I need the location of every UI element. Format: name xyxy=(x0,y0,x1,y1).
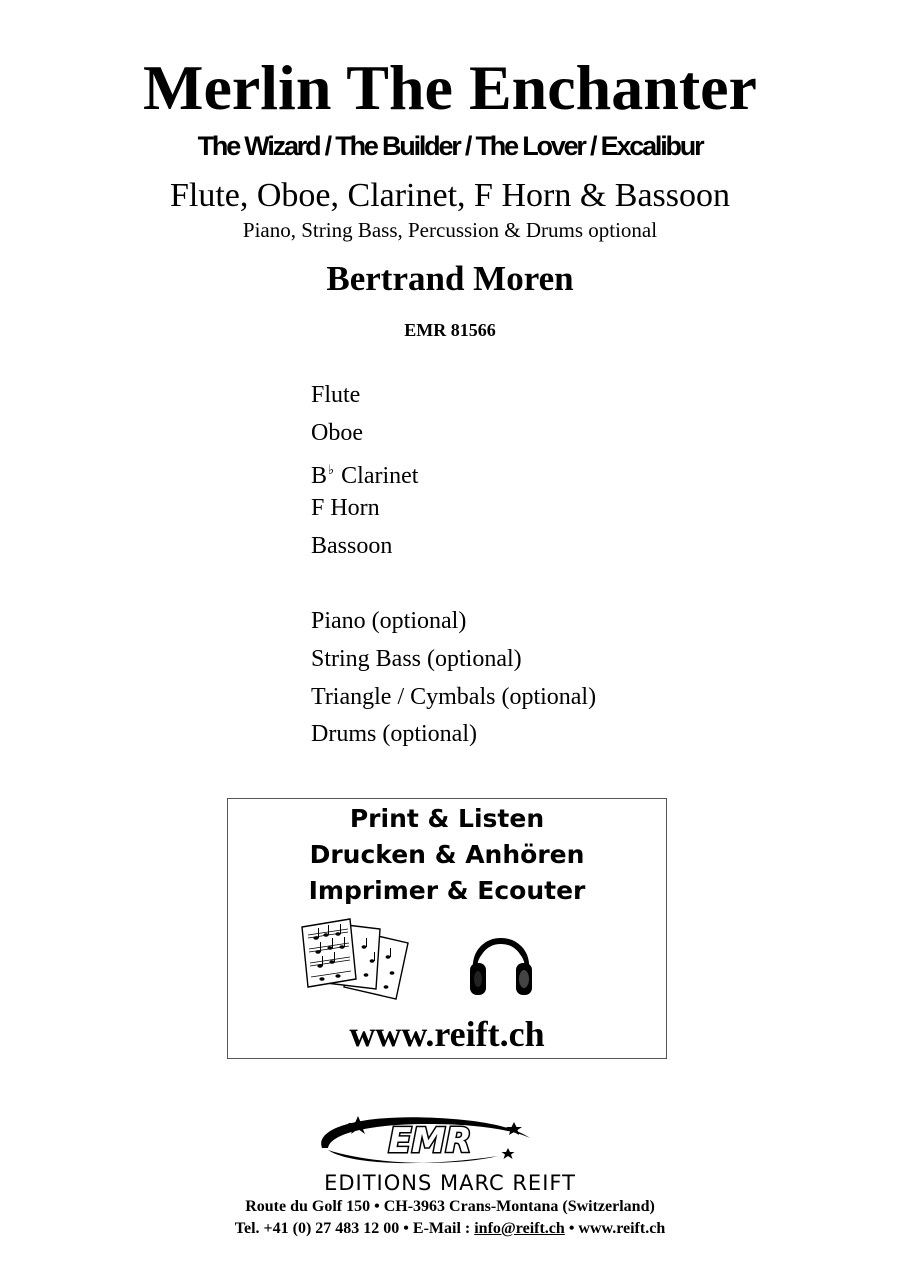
part-item xyxy=(311,682,596,720)
part-label: Piano (optional) xyxy=(311,608,467,634)
catalog-number: EMR 81566 xyxy=(404,320,496,340)
part-label: Bassoon xyxy=(311,533,393,559)
emr-logo-text: EMR xyxy=(388,1121,472,1161)
part-item xyxy=(311,456,418,494)
publisher-phone: Tel. +41 (0) 27 483 12 00 • E-Mail : xyxy=(234,1220,475,1237)
part-label: Triangle / Cymbals (optional) xyxy=(311,683,597,710)
part-label: Flute xyxy=(311,382,361,408)
publisher-name: EDITIONS MARC REIFT xyxy=(324,1171,576,1195)
part-label: Oboe xyxy=(311,419,363,446)
sheet-music-icon xyxy=(298,917,410,1001)
parts-list-main xyxy=(311,380,418,569)
flat-sign-icon: ♭ xyxy=(328,462,335,478)
instrumentation: Flute, Oboe, Clarinet, F Horn & Bassoon xyxy=(169,177,731,214)
part-label: Clarinet xyxy=(341,462,419,489)
part-item xyxy=(311,418,418,456)
part-label: String Bass (optional) xyxy=(311,645,522,672)
part-item xyxy=(311,719,596,757)
part-item xyxy=(311,493,418,531)
publisher-website: • www.reift.ch xyxy=(564,1220,666,1237)
composer: Bertrand Moren xyxy=(326,259,574,298)
website-link[interactable]: www.reift.ch xyxy=(349,1014,545,1054)
publisher-address: Route du Golf 150 • CH-3963 Crans-Montana (Switzerland) xyxy=(245,1198,655,1215)
headphones-icon xyxy=(466,921,536,1001)
part-label: Drums (optional) xyxy=(311,721,477,748)
part-item xyxy=(311,644,596,682)
part-item xyxy=(311,380,418,418)
parts-list-optional xyxy=(311,606,596,757)
part-label: F Horn xyxy=(311,495,380,522)
print-listen-box xyxy=(227,798,667,1059)
part-item xyxy=(311,531,418,569)
promo-line-french: Imprimer & Ecouter xyxy=(308,876,586,905)
part-key-prefix: B xyxy=(311,462,328,489)
optional-instruments: Piano, String Bass, Percussion & Drums optional xyxy=(242,218,658,242)
emr-logo xyxy=(308,1108,548,1170)
promo-line-german: Drucken & Anhören xyxy=(309,840,585,869)
subtitle: The Wizard / The Builder / The Lover / Excalibur xyxy=(197,131,703,161)
publisher-contact xyxy=(0,1218,900,1240)
promo-line-english: Print & Listen xyxy=(349,804,545,833)
title: Merlin The Enchanter xyxy=(143,52,757,123)
email-link[interactable]: info@reift.ch xyxy=(474,1220,565,1237)
part-item xyxy=(311,606,596,644)
